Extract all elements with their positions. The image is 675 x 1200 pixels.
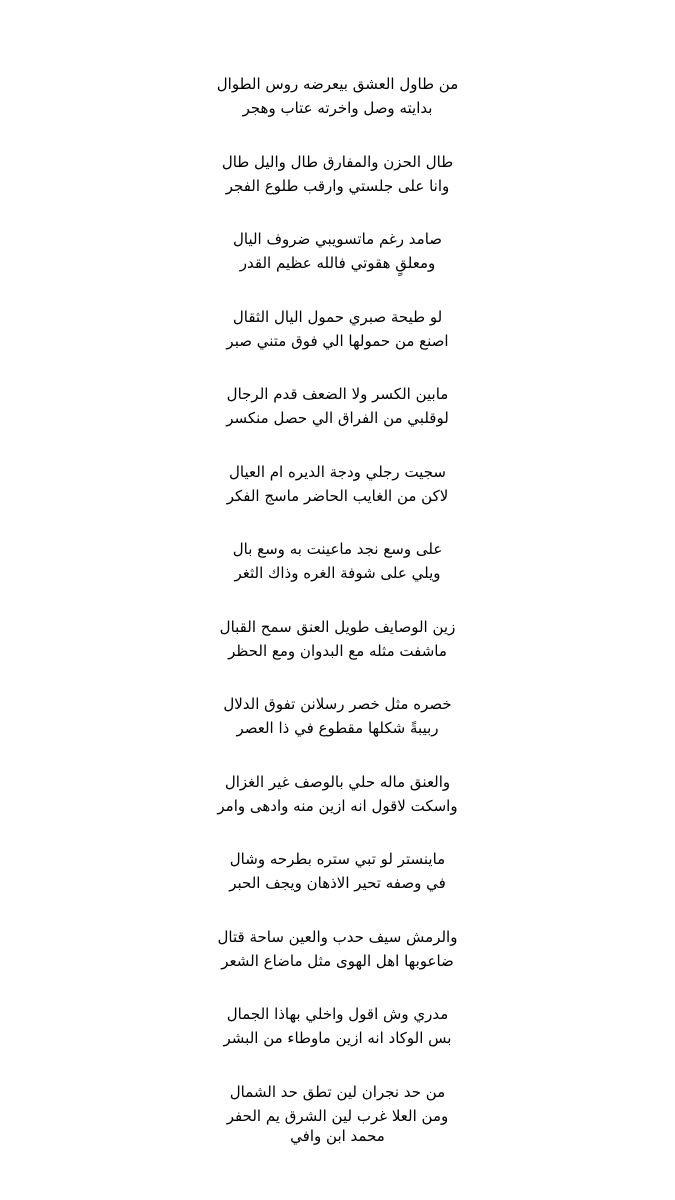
stanza-13 (0, 1002, 675, 1080)
verse-line: في وصفه تحير الاذهان ويجف الحبر (229, 874, 446, 892)
stanza-5 (0, 382, 675, 460)
verse-line: ماشفت مثله مع البدوان ومع الحظر (228, 641, 447, 660)
verse-line: مدري وش اقول واخلي بهاذا الجمال (226, 1005, 449, 1023)
verse-line: واسكت لاقول انه ازين منه وادهى وامر (217, 796, 458, 815)
verse-line: لوقلبي من الفراق الي حصل منكسر (226, 409, 449, 427)
verse-line: ومن العلا غرب لين الشرق يم الحفر (226, 1106, 449, 1125)
verse-line: والعنق ماله حلي بالوصف غير الغزال (224, 772, 451, 791)
stanza-10 (0, 770, 675, 848)
stanza-4 (0, 305, 675, 383)
verse-line: من طاول العشق بيعرضه روس الطوال (216, 75, 459, 93)
verse-line: من حد نجران لين تطق حد الشمال (229, 1082, 446, 1101)
verse-line: لاكن من الغايب الحاضر ماسج الفكر (226, 486, 449, 505)
verse-line: والرمش سيف حدب والعين ساحة قتال (217, 927, 458, 946)
stanza-2 (0, 150, 675, 228)
poem (0, 72, 675, 1148)
verse-line: ومعلقٍ هقوتي فالله عظيم القدر (239, 254, 436, 272)
verse-line: ربيبةً شكلها مقطوع في ذا العصر (236, 719, 439, 737)
poet-signature: محمد ابن وافي (290, 1126, 385, 1145)
verse-line: اصنع من حمولها الي فوق متني صبر (226, 331, 449, 350)
verse-line: بدايته وصل واخرته عتاب وهجر (242, 99, 433, 117)
verse-line: بس الوكاد انه ازين ماوطاء من البشر (223, 1029, 452, 1047)
verse-line: ماينستر لو تبي ستره بطرحه وشال (229, 850, 446, 868)
stanza-7 (0, 537, 675, 615)
verse-line: لو طيحة صبري حمول اليال الثقال (232, 307, 443, 326)
verse-line: طال الحزن والمفارق طال واليل طال (221, 152, 454, 171)
stanza-12 (0, 925, 675, 1003)
verse-line: صامد رغم ماتسويبي ضروف اليال (232, 230, 442, 248)
stanza-9 (0, 692, 675, 770)
stanza-8 (0, 615, 675, 693)
verse-line: وانا على جلستي وارقب طلوع الفجر (225, 176, 450, 195)
verse-line: ضاعوبها اهل الهوى مثل ماضاع الشعر (221, 951, 454, 970)
verse-line: زين الوصايف طويل العنق سمح القبال (219, 617, 456, 636)
verse-line: ويلي على شوفة الغره وذاك الثغر (234, 564, 441, 582)
verse-line: خصره مثل خصر رسلانن تفوق الدلال (223, 695, 452, 713)
stanza-3 (0, 227, 675, 305)
stanza-1 (0, 72, 675, 150)
verse-line: مابين الكسر ولا الضعف قدم الرجال (226, 385, 449, 403)
stanza-14 (0, 1080, 675, 1148)
stanza-6 (0, 460, 675, 538)
verse-line: على وسع نجد ماعينت به وسع بال (232, 540, 443, 558)
stanza-11 (0, 847, 675, 925)
verse-line: سجيت رجلي ودجة الديره ام العيال (229, 462, 446, 481)
